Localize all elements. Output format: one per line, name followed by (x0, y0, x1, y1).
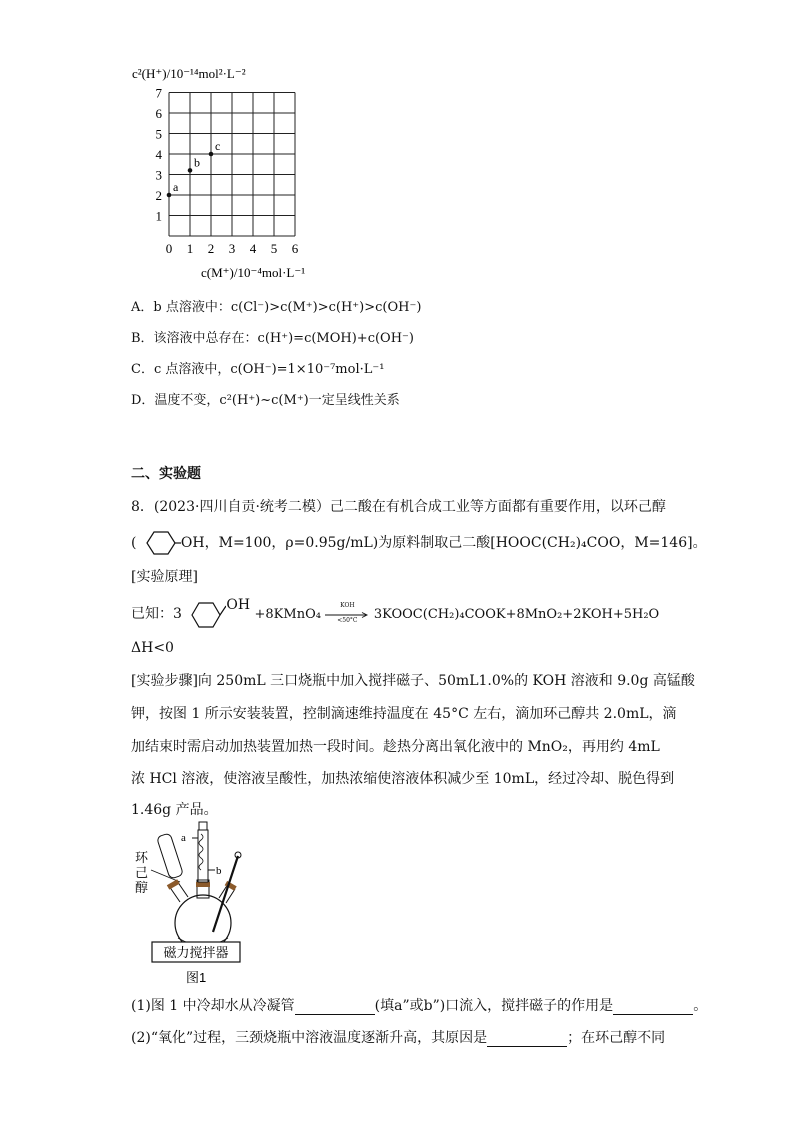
principle-label: [实验原理] (131, 569, 198, 585)
steps-line-2: 钾，按图 1 所示安装装置，控制滴速维持温度在 45°C 左右，滴加环己醇共 2.0mL，滴 (131, 706, 677, 722)
point-label-b: b (194, 155, 200, 170)
y-tick-label: 4 (155, 147, 162, 162)
question-8-line2 (131, 530, 707, 556)
figure-caption: 图1 (186, 970, 207, 985)
option-c: C．c 点溶液中，c(OH⁻)=1×10⁻⁷mol·L⁻¹ (131, 362, 385, 377)
known-prefix: 已知：3 (131, 606, 182, 622)
reaction-equation (131, 598, 659, 630)
cyclohexanol-structure (141, 530, 181, 556)
x-tick-label: 1 (186, 241, 194, 256)
point-c (209, 152, 214, 157)
y-tick-label: 3 (155, 167, 162, 183)
x-axis-label: c(M⁺)/10⁻⁴mol·L⁻¹ (201, 265, 306, 280)
y-ticks (156, 86, 163, 224)
graph (125, 60, 325, 285)
y-tick-label: 5 (155, 126, 162, 142)
option-b: B．该溶液中总存在：c(H⁺)=c(MOH)+c(OH⁻) (131, 331, 414, 346)
answer-blank-3[interactable] (487, 1032, 567, 1047)
dropping-funnel (157, 833, 184, 879)
condenser-port-b: b (216, 865, 222, 877)
arrow-condition-top: KOH (340, 602, 355, 609)
x-ticks (166, 241, 299, 256)
y-axis-label: c²(H⁺)/10⁻¹⁴mol²·L⁻² (132, 66, 246, 81)
question-8-line2-rest: ，M=100，ρ=0.95g/mL)为原料制取己二酸[HOOC(CH₂)₄COO，M=146]。 (204, 535, 707, 551)
option-d: D．温度不变，c²(H⁺)~c(M⁺)一定呈线性关系 (131, 393, 400, 408)
question-1 (131, 995, 707, 1015)
x-tick-label: 4 (249, 241, 257, 256)
equation-oh: OH (226, 597, 251, 613)
open-paren: ( (131, 535, 137, 551)
steps-line-1: [实验步骤]向 250mL 三口烧瓶中加入搅拌磁子、50mL1.0%的 KOH 溶液和 9.0g 高锰酸 (131, 673, 695, 689)
x-tick-label: 6 (291, 241, 299, 256)
oh-group: OH (180, 535, 205, 551)
q1-text-end: 。 (693, 998, 708, 1014)
condenser-port-a: a (181, 832, 186, 844)
side-label-3: 醇 (135, 880, 149, 895)
steps-line-5: 1.46g 产品。 (131, 802, 218, 818)
option-a: A．b 点溶液中：c(Cl⁻)>c(M⁺)>c(H⁺)>c(OH⁻) (131, 300, 422, 315)
x-tick-label: 3 (228, 241, 236, 256)
equation-products: 3KOOC(CH₂)₄COOK+8MnO₂+2KOH+5H₂O (373, 607, 660, 622)
steps-line-3: 加结束时需启动加热装置加热一段时间。趁热分离出氧化液中的 MnO₂，再用约 4mL (131, 739, 660, 755)
stirrer-label: 磁力搅拌器 (163, 945, 229, 960)
q2-text-pre: (2)“氧化”过程，三颈烧瓶中溶液温度逐渐升高，其原因是 (131, 1030, 488, 1046)
arrow-condition-bottom: <50°C (337, 617, 358, 624)
point-label-a: a (173, 180, 179, 194)
equation-reagent: +8KMnO₄ (254, 607, 321, 622)
side-label-2: 己 (135, 865, 149, 880)
data-points (167, 139, 221, 197)
y-tick-label: 6 (155, 106, 162, 121)
y-tick-label: 2 (155, 188, 162, 203)
section-title: 二、实验题 (131, 466, 201, 482)
answer-blank-2[interactable] (613, 1000, 693, 1015)
grid (169, 93, 295, 237)
point-label-c: c (215, 139, 221, 153)
x-tick-label: 2 (207, 241, 215, 256)
steps-line-4: 浓 HCl 溶液，使溶液呈酸性，加热浓缩使溶液体积减少至 10mL，经过冷却、脱色得到 (131, 771, 675, 787)
y-tick-label: 7 (155, 85, 162, 101)
y-tick-label: 1 (155, 208, 162, 224)
point-b (188, 168, 193, 173)
point-a (167, 193, 172, 198)
q1-text-pre: (1)图 1 中冷却水从冷凝管 (131, 998, 295, 1014)
x-tick-label: 0 (165, 241, 173, 256)
question-2 (131, 1027, 665, 1047)
q2-text-end: ；在环己醇不同 (567, 1030, 666, 1046)
q1-text-mid: (填a”或b”)口流入，搅拌磁子的作用是 (374, 998, 614, 1014)
enthalpy: ΔH<0 (131, 640, 174, 656)
cyclohexanol-ring-icon (186, 598, 226, 630)
x-tick-label: 5 (270, 241, 278, 256)
reaction-arrow (325, 602, 369, 624)
question-8-line1: 8．(2023·四川自贡·统考二模）己二酸在有机合成工业等方面都有重要作用，以环己醇 (131, 499, 666, 515)
side-label-1: 环 (135, 850, 149, 865)
apparatus-figure (125, 820, 255, 990)
answer-blank-1[interactable] (295, 1000, 375, 1015)
